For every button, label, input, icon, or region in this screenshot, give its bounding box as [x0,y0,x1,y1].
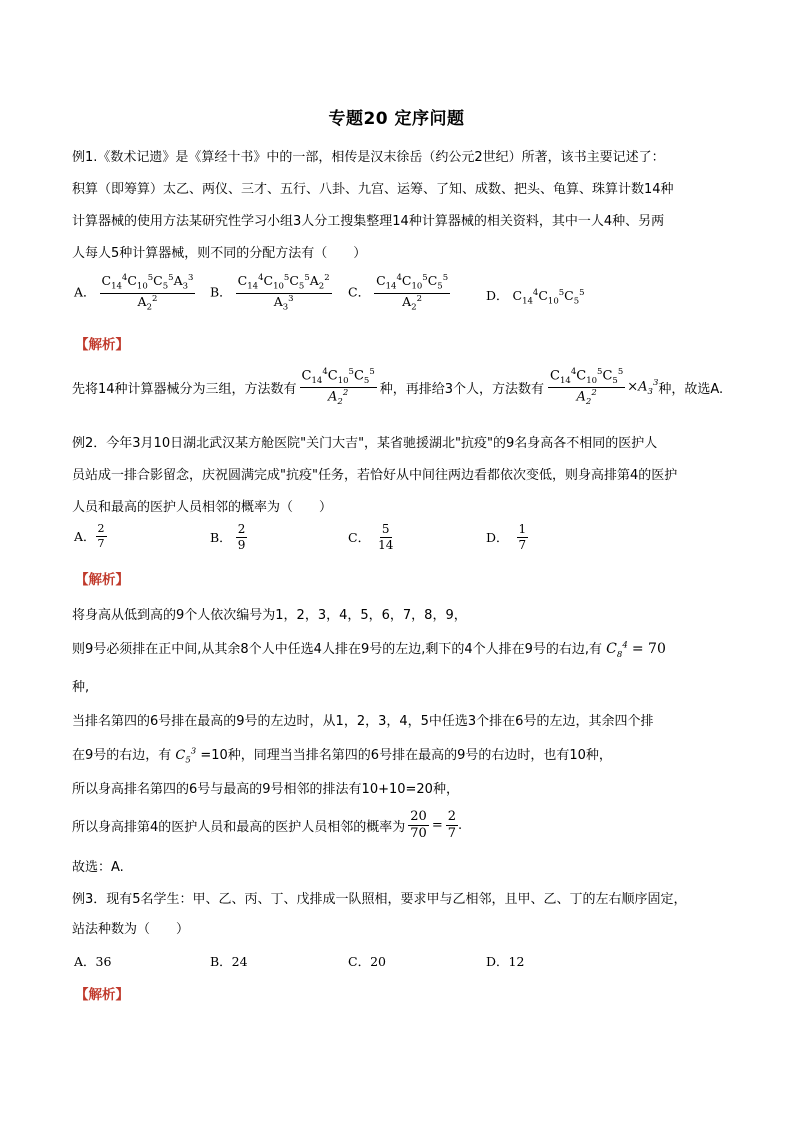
analysis-tag: 【解析】 [75,987,129,1003]
formula: $\frac{C_{14}^4C_{10}^5C_5^5A_2^2}{A_3^3}$ [237,273,330,313]
ex3-option-c: C．20 [348,954,386,969]
ex2-line-3: 人员和最高的医护人员相邻的概率为（ ） [72,500,333,515]
ex2-line-2: 员站成一排合影留念，庆祝圆满完成"抗疫"任务，若恰好从中间往两边看都依次变低，则身高排第4的医护 [72,468,678,483]
analysis-tag: 【解析】 [75,337,129,353]
ex2-sol-line-2: 则9号必须排在正中间,从其余8个人中任选4人排在9号的左边,剩下的4个人排在9号的右边,有 $C_8^4 = 70$ [72,640,666,660]
ex3-option-b: B．24 [210,954,248,969]
option-label: B． [210,284,232,300]
ex2-sol-line-8: 故选：A. [72,860,124,875]
solution-text: 种，再排给3个人，方法数有 [379,381,545,397]
formula: $C_{14}^4C_{10}^5C_5^5$ [512,287,585,307]
ex1-line-4: 人每人5种计算器械，则不同的分配方法有（ ） [72,246,367,261]
ex1-solution [72,368,723,407]
formula: $C_8^4$ [606,640,628,660]
option-label: D． [486,288,509,303]
ex1-line-1: 例1.《数术记遗》是《算经十书》中的一部，相传是汉末徐岳（约公元2世纪）所著，该书主要记述了： [72,150,665,165]
formula: $\times A_3^3$ [627,377,659,397]
option-label: A． [74,284,96,300]
ex2-option-b [210,523,247,551]
fraction: $\frac{2}{7}$ [97,522,105,550]
formula: $\frac{C_{14}^4C_{10}^5C_5^5A_3^3}{A_2^2}$ [101,273,194,313]
ex2-sol-line-7: 所以身高排第4的医护人员和最高的医护人员相邻的概率为 $\frac{20}{70}$ = $\frac{2}{7}$ . [72,809,463,841]
fraction: $\frac{2}{7}$ [447,809,457,841]
ex2-option-a [74,523,107,549]
formula: $\frac{C_{14}^4C_{10}^5C_5^5}{A_2^2}$ [301,367,375,407]
fraction: $\frac{2}{9}$ [237,522,246,552]
fraction: $\frac{1}{7}$ [518,522,527,552]
formula: $\frac{C_{14}^4C_{10}^5C_5^5}{A_2^2}$ [550,367,624,407]
ex1-option-a [74,274,195,312]
ex3-option-a: A．36 [74,954,112,969]
analysis-tag: 【解析】 [75,572,129,588]
ex2-sol-line-3: 种, [72,680,90,695]
ex2-line-1: 例2．今年3月10日湖北武汉某方舱医院"关门大吉"，某省驰援湖北"抗疫"的9名身高各不相同的医护人 [72,436,658,451]
ex3-option-d: D．12 [486,954,525,969]
ex2-option-d [486,523,528,551]
solution-text: 先将14种计算器械分为三组，方法数有 [72,381,297,397]
option-label: D． [486,530,509,546]
option-label: C． [348,284,371,300]
solution-text: 种，故选A. [658,381,724,397]
formula: $C_5^3$ [175,746,197,766]
ex2-sol-line-1: 将身高从低到高的9个人依次编号为1，2，3，4，5，6，7，8，9， [72,608,467,623]
ex2-sol-line-4: 当排名第四的6号排在最高的9号的左边时，从1，2，3，4，5中任选3个排在6号的左边，其余四个排 [72,714,654,729]
ex2-option-c [348,523,393,551]
ex1-line-3: 计算器械的使用方法某研究性学习小组3人分工搜集整理14种计算器械的相关资料，其中一人4种、另两 [72,214,665,229]
ex1-option-b [210,274,332,312]
ex2-sol-line-5: 在9号的右边，有 $C_5^3 =10$种，同理当当排名第四的6号排在最高的9号的右边时，也有10种， [72,746,612,766]
fraction: $\frac{20}{70}$ [410,809,427,841]
option-label: C． [348,530,371,546]
ex3-line-1: 例3．现有5名学生：甲、乙、丙、丁、戊排成一队照相，要求甲与乙相邻，且甲、乙、丁的左右顺序固定， [72,892,687,907]
fraction: $\frac{5}{14}$ [378,522,394,552]
ex1-line-2: 积算（即筹算）太乙、两仪、三才、五行、八卦、九宫、运筹、了知、成数、把头、龟算、珠算计数14种 [72,182,674,197]
formula: $\frac{C_{14}^4C_{10}^5C_5^5}{A_2^2}$ [376,273,449,313]
ex1-option-d [486,286,585,307]
option-label: B． [210,530,232,546]
page-title: 专题20 定序问题 [328,109,465,129]
ex1-option-c [348,274,450,312]
ex3-line-2: 站法种数为（ ） [72,922,190,937]
ex2-sol-line-6: 所以身高排名第四的6号与最高的9号相邻的排法有10+10=20种， [72,782,459,797]
option-label: A． [74,529,96,545]
